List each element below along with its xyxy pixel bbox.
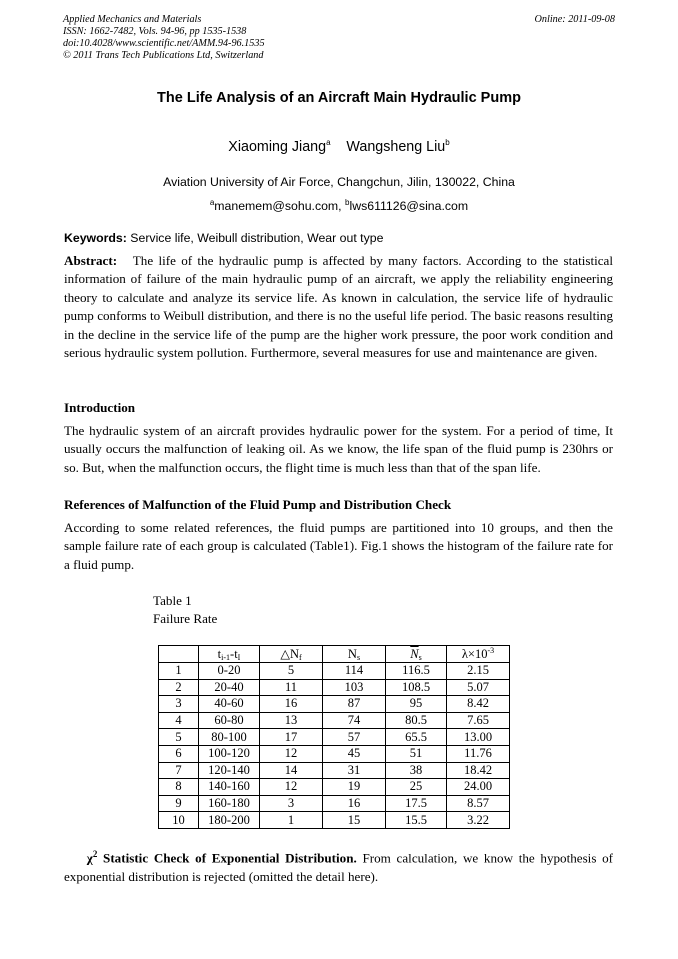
- table-cell: 11.76: [447, 745, 510, 762]
- journal-name: Applied Mechanics and Materials: [63, 14, 202, 25]
- table-cell: 14: [260, 762, 323, 779]
- references-heading: References of Malfunction of the Fluid Pump and Distribution Check: [64, 497, 452, 512]
- table-cell: 18.42: [447, 762, 510, 779]
- email-b-sup: b: [345, 198, 350, 207]
- header-lambda: $\lambda\times 10^{-3}$: [447, 646, 510, 663]
- keywords-label: Keywords:: [64, 231, 127, 245]
- table-cell: 1: [260, 812, 323, 829]
- table-cell: 6: [159, 745, 199, 762]
- table-cell: 74: [323, 712, 386, 729]
- table-cell: 140-160: [199, 779, 260, 796]
- table-cell: 2: [159, 679, 199, 696]
- table-cell: 19: [323, 779, 386, 796]
- table-row: [159, 696, 510, 713]
- table-cell: 17.5: [386, 795, 447, 812]
- table-cell: 3: [159, 696, 199, 713]
- table-cell: 65.5: [386, 729, 447, 746]
- author-2-name: Wangsheng Liu: [346, 138, 446, 155]
- table-cell: 80-100: [199, 729, 260, 746]
- table-cell: 8.57: [447, 795, 510, 812]
- table-cell: 108.5: [386, 679, 447, 696]
- email-b: lws611126@sina.com: [349, 199, 469, 214]
- table-cell: 3.22: [447, 812, 510, 829]
- author-1-sup: a: [326, 138, 331, 147]
- table-cell: 2.15: [447, 663, 510, 680]
- table-cell: 5: [260, 663, 323, 680]
- table-cell: 4: [159, 712, 199, 729]
- table-row: [159, 795, 510, 812]
- affiliation: Aviation University of Air Force, Changchun, Jilin, 130022, China: [163, 175, 515, 189]
- table-cell: 7.65: [447, 712, 510, 729]
- table-cell: 51: [386, 745, 447, 762]
- table-cell: 114: [323, 663, 386, 680]
- table-cell: 31: [323, 762, 386, 779]
- table-body: [159, 663, 510, 829]
- table-row: [159, 679, 510, 696]
- abstract: [64, 252, 617, 362]
- chi-symbol: χ: [86, 850, 93, 866]
- table-cell: 120-140: [199, 762, 260, 779]
- table-cell: 7: [159, 762, 199, 779]
- header-ns: Ns: [323, 646, 386, 663]
- email-line: [0, 198, 678, 213]
- table-cell: 15.5: [386, 812, 447, 829]
- table-cell: 12: [260, 745, 323, 762]
- table-cell: 100-120: [199, 745, 260, 762]
- table-caption-label: Table 1: [153, 593, 192, 608]
- table-row: [159, 762, 510, 779]
- email-a: manemem@sohu.com,: [214, 199, 346, 214]
- abstract-label: Abstract:: [64, 253, 118, 268]
- keywords: [64, 231, 383, 245]
- table-cell: 24.00: [447, 779, 510, 796]
- table-cell: 160-180: [199, 795, 260, 812]
- table-cell: 15: [323, 812, 386, 829]
- issn-line: ISSN: 1662-7482, Vols. 94-96, pp 1535-1538: [63, 26, 247, 37]
- table-cell: 40-60: [199, 696, 260, 713]
- table-row: [159, 729, 510, 746]
- table-cell: 8.42: [447, 696, 510, 713]
- table-cell: 1: [159, 663, 199, 680]
- delta-triangle-icon: △: [280, 647, 290, 661]
- table-row: [159, 812, 510, 829]
- keywords-text: Service life, Weibull distribution, Wear out type: [126, 231, 384, 245]
- table-cell: 17: [260, 729, 323, 746]
- chi-text: From calculation, we know the hypothesis of exponential distribution is rejected (omitted the detail here).: [64, 850, 614, 884]
- author-2-sup: b: [445, 138, 450, 147]
- paper-title: The Life Analysis of an Aircraft Main Hydraulic Pump: [157, 90, 521, 106]
- table-row: [159, 712, 510, 729]
- table-row: [159, 745, 510, 762]
- table-row: [159, 663, 510, 680]
- header-index: [159, 646, 199, 663]
- table-cell: 5.07: [447, 679, 510, 696]
- table-cell: 10: [159, 812, 199, 829]
- author-1-name: Xiaoming Jiang: [228, 138, 327, 155]
- header-delta-nf: △Nf: [260, 646, 323, 663]
- table-cell: 3: [260, 795, 323, 812]
- table-cell: 80.5: [386, 712, 447, 729]
- table-cell: 87: [323, 696, 386, 713]
- table-cell: 116.5: [386, 663, 447, 680]
- table-cell: 0-20: [199, 663, 260, 680]
- copyright-line: © 2011 Trans Tech Publications Ltd, Switzerland: [63, 50, 264, 61]
- table-cell: 20-40: [199, 679, 260, 696]
- intro-heading: Introduction: [64, 400, 136, 415]
- header-ns-mean: $\overline{N}s$: [386, 646, 447, 663]
- table-cell: 5: [159, 729, 199, 746]
- header-interval: ti-1-tI: [199, 646, 260, 663]
- table-header-row: [159, 646, 510, 663]
- table-row: [159, 779, 510, 796]
- table-cell: 12: [260, 779, 323, 796]
- online-date: Online: 2011-09-08: [534, 14, 615, 25]
- table-cell: 180-200: [199, 812, 260, 829]
- table-caption-title: Failure Rate: [153, 611, 218, 626]
- references-text: According to some related references, the fluid pumps are partitioned into 10 groups, and then the sample failure rate of each group is calculated (Table1). Fig.1 shows the histogram of the failure rate for a fluid pump.: [64, 520, 613, 572]
- table-cell: 45: [323, 745, 386, 762]
- intro-text: The hydraulic system of an aircraft provides hydraulic power for the system. For a period of time, It usually occurs the malfunction of leaking oil. As we know, the life span of the fluid pump is 230hrs or so. But, when the malfunction occurs, the flight time is much less than that of the span life.: [64, 423, 613, 475]
- chi-sup: 2: [92, 849, 98, 859]
- table-cell: 25: [386, 779, 447, 796]
- table-cell: 16: [260, 696, 323, 713]
- table-cell: 8: [159, 779, 199, 796]
- table-cell: 11: [260, 679, 323, 696]
- failure-rate-table: [158, 645, 510, 829]
- table-cell: 103: [323, 679, 386, 696]
- table-cell: 38: [386, 762, 447, 779]
- author-list: [0, 138, 678, 155]
- journal-header: [63, 14, 265, 62]
- doi-line: doi:10.4028/www.scientific.net/AMM.94-96.1535: [63, 38, 265, 49]
- table-cell: 13: [260, 712, 323, 729]
- table-cell: 13.00: [447, 729, 510, 746]
- chi-heading: Statistic Check of Exponential Distribution.: [97, 850, 357, 866]
- table-cell: 60-80: [199, 712, 260, 729]
- table-cell: 57: [323, 729, 386, 746]
- email-a-sup: a: [209, 198, 215, 207]
- table-cell: 9: [159, 795, 199, 812]
- chi-square-section: [64, 845, 613, 886]
- table-cell: 95: [386, 696, 447, 713]
- abstract-text: The life of the hydraulic pump is affected by many factors. According to the statistical information of failure of the main hydraulic pump of an aircraft, we apply the reliability engineering theory to calculate and analyze its service life. As known in calculation, the service life of hydraulic pump conforms to Weibull distribution, and there is no the useful life period. The basic reasons resulting in the decline in the service life of the pump are the higher work pressure, the poor work condition and serious hydraulic system pollution. Furthermore, several measures for use and maintenance are given.: [64, 253, 617, 361]
- table-cell: 16: [323, 795, 386, 812]
